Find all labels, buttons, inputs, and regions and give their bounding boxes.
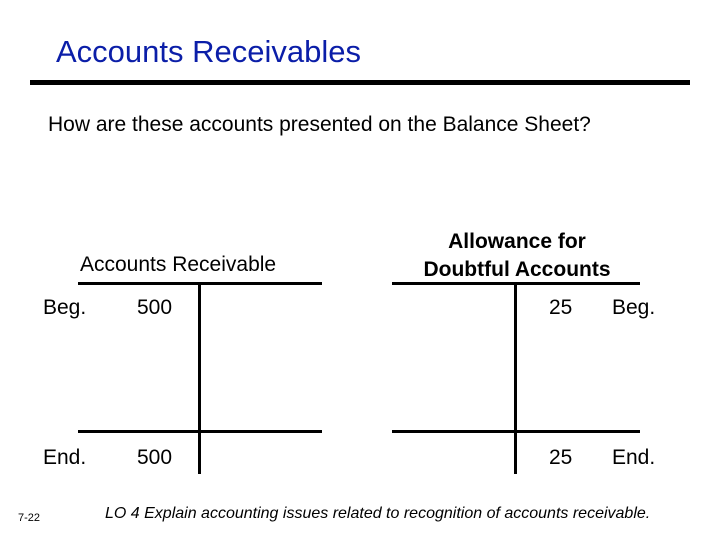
allowance-end-label: End. xyxy=(612,446,656,469)
receivable-beg-value: 500 xyxy=(137,296,173,319)
allowance-end-value: 25 xyxy=(549,446,573,469)
t-account-allowance-divider xyxy=(514,282,517,474)
t-account-allowance-heading xyxy=(392,228,642,284)
slide-number: 7-22 xyxy=(18,512,41,524)
slide-title: Accounts Receivables xyxy=(56,34,361,69)
title-divider xyxy=(30,80,690,85)
receivable-beg-label: Beg. xyxy=(43,296,87,319)
t-account-receivable-divider xyxy=(198,282,201,474)
allowance-beg-value: 25 xyxy=(549,296,573,319)
question-text: How are these accounts presented on the Balance Sheet? xyxy=(48,113,591,136)
t-account-receivable-heading: Accounts Receivable xyxy=(80,253,277,276)
receivable-end-value: 500 xyxy=(137,446,173,469)
t-account-allowance-ending-rule xyxy=(392,430,640,433)
t-account-receivable-ending-rule xyxy=(78,430,322,433)
t-account-allowance-heading-line1: Allowance for xyxy=(448,230,586,253)
receivable-end-label: End. xyxy=(43,446,87,469)
allowance-beg-label: Beg. xyxy=(612,296,656,319)
t-account-allowance-heading-line2: Doubtful Accounts xyxy=(423,258,611,281)
learning-objective-footer: LO 4 Explain accounting issues related to recognition of accounts receivable. xyxy=(105,505,651,522)
